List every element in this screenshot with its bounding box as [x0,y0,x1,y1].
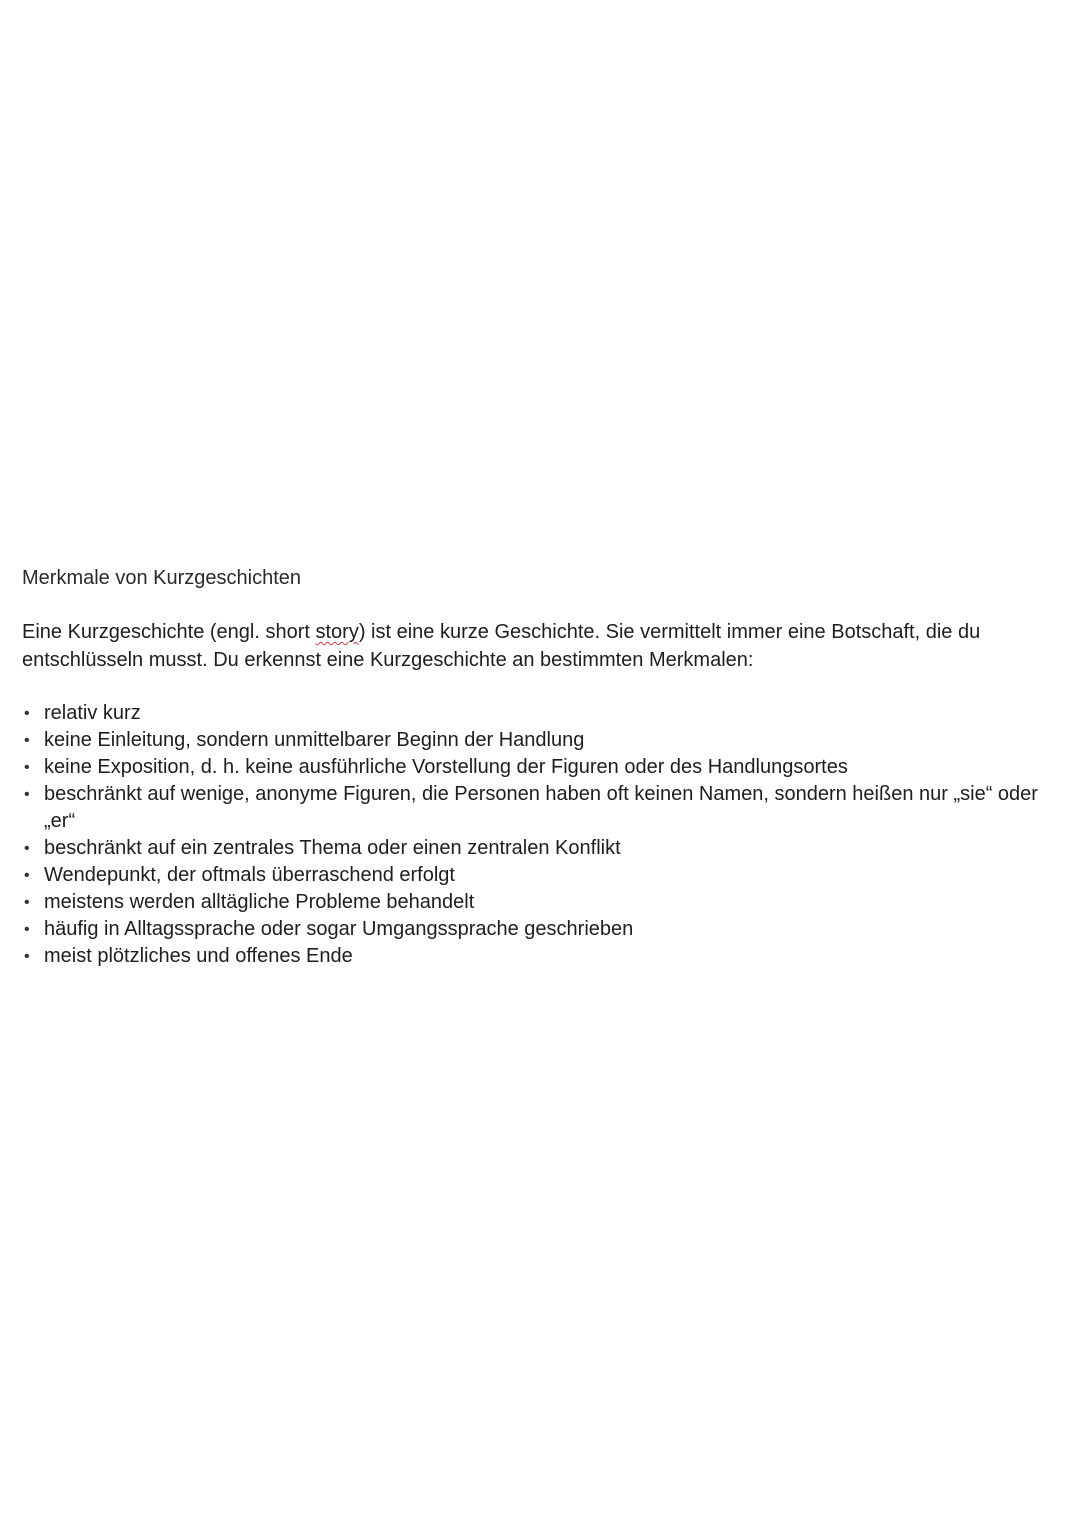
document-content [22,564,1052,970]
list-item [22,943,1052,970]
bullet-icon: • [24,948,30,965]
list-item-text: beschränkt auf wenige, anonyme Figuren, die Personen haben oft keinen Namen, sondern heißen nur „sie“ oder „er“ [44,783,1038,832]
bullet-icon: • [24,867,30,884]
features-list [22,700,1052,970]
bullet-icon: • [24,921,30,938]
list-item [22,916,1052,943]
bullet-icon: • [24,786,30,803]
list-item-text: beschränkt auf ein zentrales Thema oder einen zentralen Konflikt [44,837,621,859]
bullet-icon: • [24,732,30,749]
list-item [22,781,1052,835]
list-item [22,862,1052,889]
list-item [22,835,1052,862]
bullet-icon: • [24,840,30,857]
list-item-text: keine Einleitung, sondern unmittelbarer Beginn der Handlung [44,729,585,751]
bullet-icon: • [24,894,30,911]
list-item [22,700,1052,727]
list-item-text: keine Exposition, d. h. keine ausführliche Vorstellung der Figuren oder des Handlungsortes [44,756,848,778]
list-item-text: häufig in Alltagssprache oder sogar Umgangssprache geschrieben [44,918,634,940]
list-item-text: Wendepunkt, der oftmals überraschend erfolgt [44,864,455,886]
list-item-text: relativ kurz [44,702,141,724]
intro-text-after: ) ist eine kurze Geschichte. Sie vermittelt immer eine Botschaft, die du entschlüsseln musst. Du erkennst eine Kurzgeschichte an bestimmten Merkmalen: [22,621,981,671]
list-item [22,727,1052,754]
list-item-text: meist plötzliches und offenes Ende [44,945,353,967]
document-title: Merkmale von Kurzgeschichten [22,567,302,589]
bullet-icon: • [24,705,30,722]
list-item [22,889,1052,916]
list-item-text: meistens werden alltägliche Probleme behandelt [44,891,475,913]
bullet-icon: • [24,759,30,776]
spellcheck-flagged-word[interactable]: story [315,621,359,643]
intro-paragraph [22,618,1052,674]
list-item [22,754,1052,781]
intro-text-before: Eine Kurzgeschichte (engl. short [22,621,316,643]
